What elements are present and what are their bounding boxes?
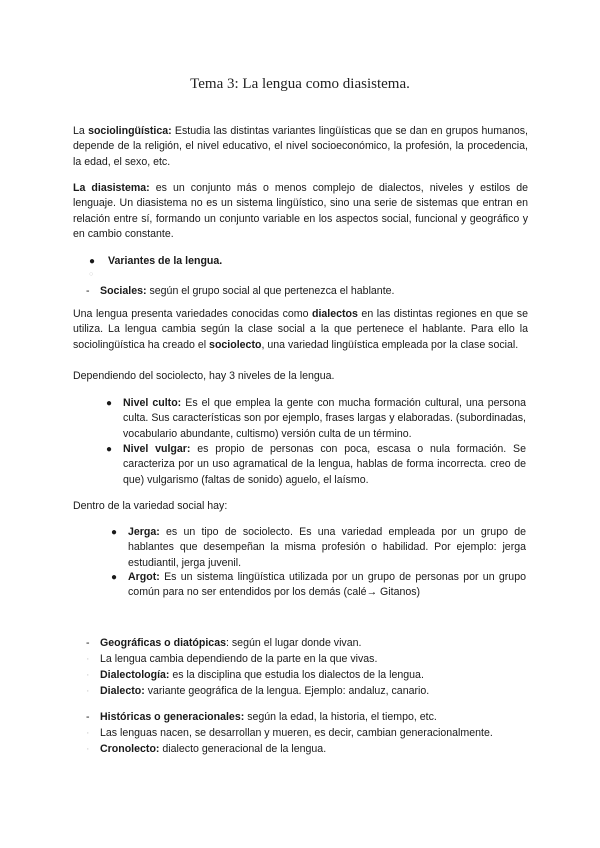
dash-icon: - — [86, 637, 90, 649]
sociolinguistica-paragraph — [73, 124, 528, 170]
faint-dash-icon: · — [86, 727, 90, 739]
faint-dash-icon: · — [86, 743, 90, 755]
sociolecto-text-1: Una lengua presenta variedades conocidas como — [73, 308, 312, 320]
sociolinguistica-text: Estudia las distintas variantes lingüísticas que se dan en grupos humanos, depende de la religión, el nivel educativo, el nivel socioeconómico, la profesión, la procedencia, la edad, el sexo, etc. — [73, 125, 528, 168]
page-title: Tema 3: La lengua como diasistema. — [190, 76, 410, 92]
diasistema-text: es un conjunto más o menos complejo de dialectos, niveles y estilos de lenguaje. Un diasistema no es un sistema lingüístico, sino una serie de sistemas que entran en relación entre sí, formando un conjunto variable en los aspectos social, funcional y geográfico y en cambio constante. — [73, 182, 528, 241]
historicas-line2: Las lenguas nacen, se desarrollan y mueren, es decir, cambian generacionalmente. — [100, 727, 493, 739]
faint-dash-icon: · — [86, 653, 90, 665]
faint-circle-icon: ○ — [89, 271, 94, 278]
nivel-vulgar-text: es propio de personas con poca, escasa o nula formación. Se caracteriza por un uso agramatical de la lengua, hablas de forma incorrecta. creo de que) vulgarismo (faltas de sonido) aguelo, el laísmo. — [123, 443, 526, 486]
historicas-text: según la edad, la historia, el tiempo, etc. — [244, 711, 437, 723]
diasistema-paragraph — [73, 181, 528, 243]
historicas-term: Históricas o generacionales: — [100, 711, 245, 723]
niveles-intro: Dependiendo del sociolecto, hay 3 niveles de la lengua. — [73, 370, 335, 382]
sociales-text: según el grupo social al que pertenezca el hablante. — [146, 285, 395, 297]
cronolecto-term: Cronolecto: — [100, 743, 160, 755]
dash-icon: - — [86, 711, 90, 723]
sociales-term: Sociales: — [100, 285, 147, 297]
geograficas-text: : según el lugar donde vivan. — [226, 637, 362, 649]
argot-term: Argot: — [128, 571, 160, 583]
bullet-icon: ● — [106, 444, 113, 455]
dialectologia-text: es la disciplina que estudia los dialectos de la lengua. — [169, 669, 424, 681]
bullet-icon: ● — [111, 572, 118, 583]
nivel-vulgar-term: Nivel vulgar: — [123, 443, 191, 455]
sociolecto-text-2: en las distintas regiones en que se utiliza. La lengua cambia según la clase social a la que pertenece el hablante. Para ello la sociolingüística ha creado el — [73, 308, 528, 351]
jerga-term: Jerga: — [128, 526, 160, 538]
nivel-culto-term: Nivel culto: — [123, 397, 182, 409]
dialectos-term: dialectos — [311, 308, 358, 320]
faint-dash-icon: · — [86, 669, 90, 681]
variedad-social-intro: Dentro de la variedad social hay: — [73, 500, 228, 512]
nivel-culto-text: Es el que emplea la gente con mucha formación cultural, una persona culta. Sus características son por ejemplo, frases largas y elaboradas. (subordinadas, vocabulario abundante, cultismo) versión culta de un término. — [123, 397, 526, 440]
jerga-text: es un tipo de sociolecto. Es una variedad empleada por un grupo de hablantes que desempeñan la misma profesión o habilidad. Por ejemplo: jerga estudiantil, jerga juvenil. — [128, 526, 526, 569]
geograficas-line2: La lengua cambia dependiendo de la parte en la que vivas. — [100, 653, 378, 665]
bullet-icon: ● — [89, 256, 96, 267]
dialecto-term: Dialecto: — [100, 685, 145, 697]
sociolecto-paragraph — [73, 307, 528, 353]
faint-dash-icon: · — [86, 685, 90, 697]
dialecto-text: variante geográfica de la lengua. Ejemplo: andaluz, canario. — [144, 685, 430, 697]
argot-text: Es un sistema lingüística utilizada por un grupo de personas por un grupo común para no ser entendidos por los demás (calé→ Gitanos) — [128, 571, 526, 599]
sociolecto-term: sociolecto — [209, 338, 262, 351]
cronolecto-text: dialecto generacional de la lengua. — [159, 743, 327, 755]
diasistema-term: La diasistema: — [73, 182, 150, 194]
bullet-icon: ● — [106, 398, 113, 409]
variantes-heading: Variantes de la lengua. — [108, 255, 223, 267]
sociolinguistica-term: sociolingüística: — [88, 125, 172, 137]
socio-prefix: La — [73, 125, 89, 137]
dialectologia-term: Dialectología: — [100, 669, 170, 681]
geograficas-term: Geográficas o diatópicas — [100, 637, 226, 649]
dash-icon: - — [86, 285, 90, 297]
sociolecto-text-3: , una variedad lingüística empleada por la clase social. — [261, 338, 519, 351]
bullet-icon: ● — [111, 527, 118, 538]
